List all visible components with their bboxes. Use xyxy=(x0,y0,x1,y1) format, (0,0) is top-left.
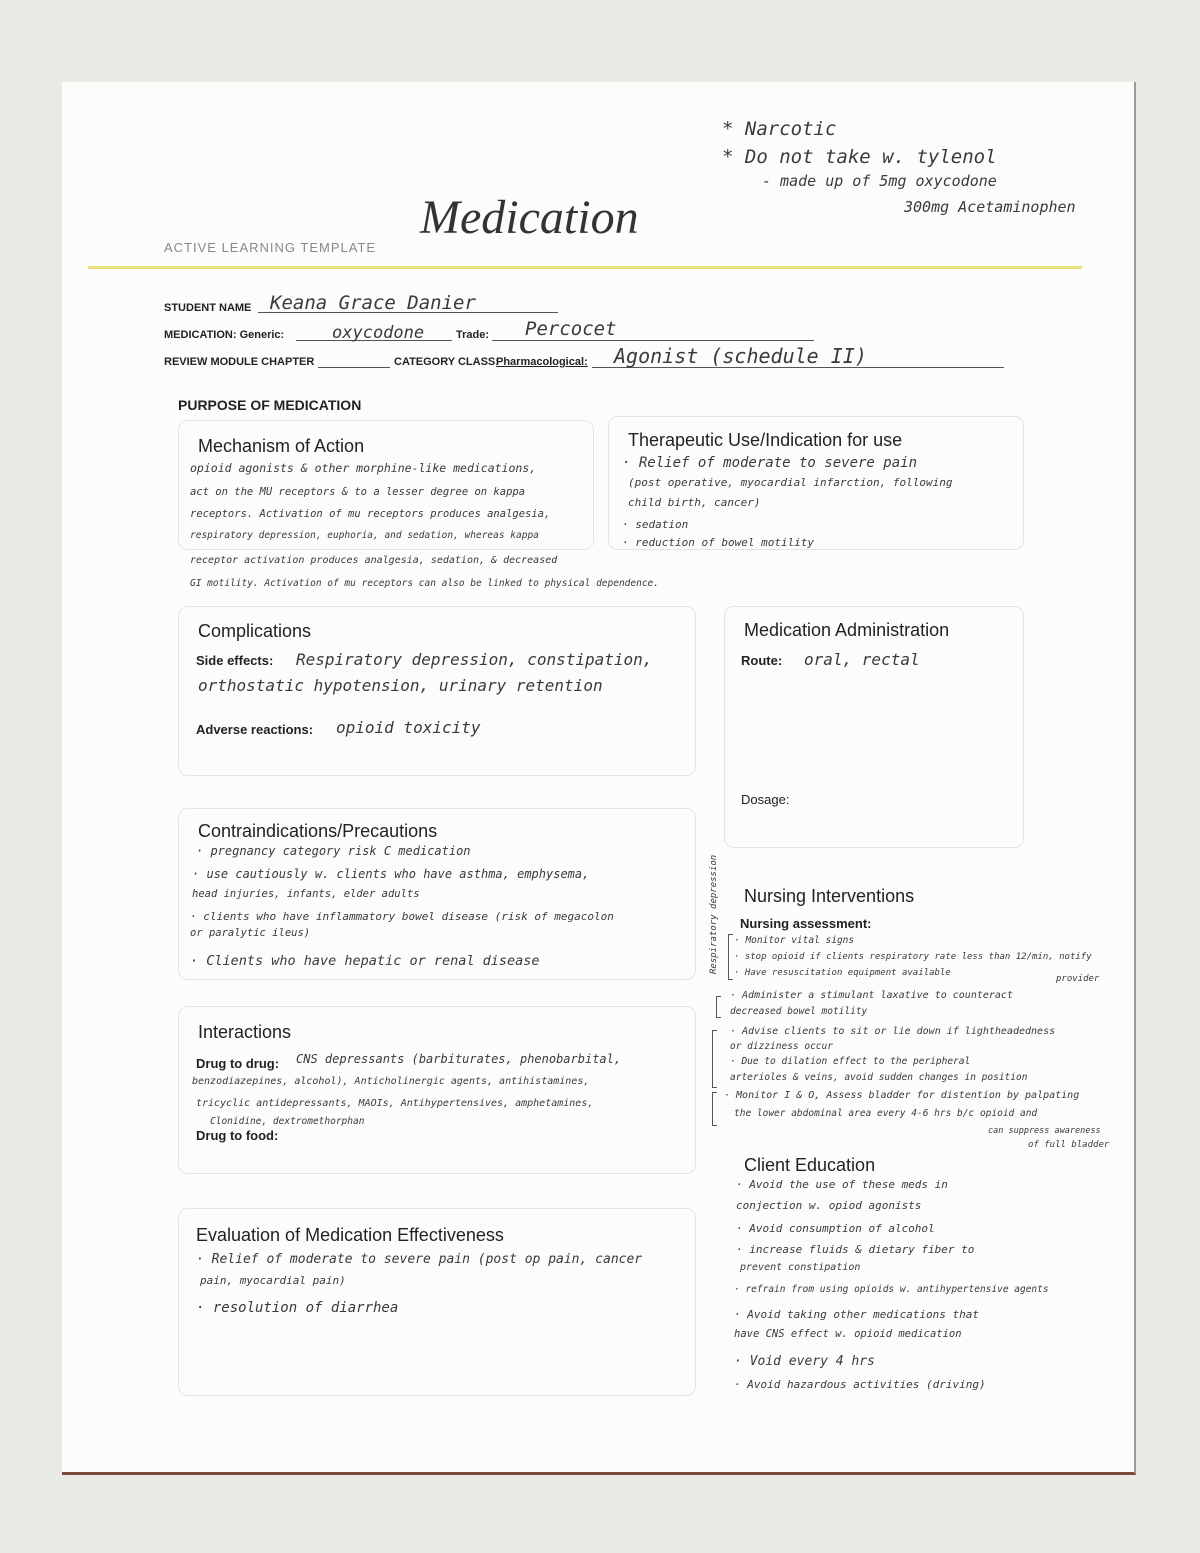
mechanism-line: respiratory depression, euphoria, and sedation, whereas kappa xyxy=(190,530,539,541)
dosage-label: Dosage: xyxy=(741,792,790,807)
nursing-line: · Monitor vital signs xyxy=(734,935,855,946)
nursing-line: can suppress awareness xyxy=(988,1126,1101,1136)
bracket xyxy=(716,996,721,1018)
education-line: · Avoid hazardous activities (driving) xyxy=(734,1378,986,1391)
purpose-heading: PURPOSE OF MEDICATION xyxy=(178,397,362,413)
chapter-line xyxy=(318,367,390,368)
drug-interaction-line: CNS depressants (barbiturates, phenobarbital, xyxy=(296,1052,622,1066)
contraindication-line: · use cautiously w. clients who have asthma, emphysema, xyxy=(192,867,590,881)
side-effects-line: Respiratory depression, constipation, xyxy=(296,650,653,669)
category-type: Pharmacological: xyxy=(496,356,588,368)
mechanism-line: act on the MU receptors & to a lesser degree on kappa xyxy=(190,486,526,498)
category-value: Agonist (schedule II) xyxy=(614,344,867,368)
nursing-line: · Due to dilation effect to the peripheral xyxy=(730,1056,971,1067)
drug-interaction-line: tricyclic antidepressants, MAOIs, Antihypertensives, amphetamines, xyxy=(196,1098,594,1109)
education-line: have CNS effect w. opioid medication xyxy=(734,1328,962,1340)
nursing-line: the lower abdominal area every 4-6 hrs b/c opioid and xyxy=(734,1108,1038,1119)
note-narcotic: * Narcotic xyxy=(722,118,837,140)
therapeutic-line: (post operative, myocardial infarction, following xyxy=(628,476,953,489)
nursing-line: · Advise clients to sit or lie down if lightheadedness xyxy=(730,1026,1056,1037)
student-name-label: STUDENT NAME xyxy=(164,302,252,314)
education-line: · Void every 4 hrs xyxy=(734,1354,875,1369)
adverse-reactions-value: opioid toxicity xyxy=(336,718,481,737)
education-heading: Client Education xyxy=(744,1155,876,1175)
respiratory-side-tag: Respiratory depression xyxy=(709,854,719,974)
nursing-line: decreased bowel motility xyxy=(730,1006,868,1017)
drug-to-food-label: Drug to food: xyxy=(196,1128,279,1143)
note-tylenol: * Do not take w. tylenol xyxy=(722,146,997,168)
administration-heading: Medication Administration xyxy=(744,620,950,640)
trade-label: Trade: xyxy=(456,329,490,341)
therapeutic-line: child birth, cancer) xyxy=(628,496,761,509)
nursing-line: · Monitor I & O, Assess bladder for distention by palpating xyxy=(724,1090,1080,1101)
drug-interaction-line: benzodiazepines, alcohol), Anticholinergic agents, antihistamines, xyxy=(192,1076,590,1087)
template-label: ACTIVE LEARNING TEMPLATE xyxy=(164,240,377,255)
side-effects-label: Side effects: xyxy=(196,653,274,668)
education-line: · refrain from using opioids w. antihypertensive agents xyxy=(734,1284,1049,1295)
nursing-line: · stop opioid if clients respiratory rate less than 12/min, notify xyxy=(734,952,1092,962)
student-name-value: Keana Grace Danier xyxy=(270,292,476,314)
mechanism-line: receptor activation produces analgesia, sedation, & decreased xyxy=(190,555,558,566)
evaluation-line: · Relief of moderate to severe pain (post op pain, cancer xyxy=(196,1252,643,1267)
mechanism-line: GI motility. Activation of mu receptors can also be linked to physical dependence. xyxy=(190,578,659,589)
mechanism-heading: Mechanism of Action xyxy=(198,436,365,456)
trade-value: Percocet xyxy=(525,318,617,340)
contraindications-heading: Contraindications/Precautions xyxy=(198,821,438,841)
education-line: · increase fluids & dietary fiber to xyxy=(736,1243,975,1256)
nursing-line: arterioles & veins, avoid sudden changes in position xyxy=(730,1072,1028,1083)
nursing-line: · Have resuscitation equipment available xyxy=(734,968,951,978)
nursing-line: · Administer a stimulant laxative to counteract xyxy=(730,990,1013,1001)
contraindication-line: or paralytic ileus) xyxy=(190,927,311,939)
nursing-line: or dizziness occur xyxy=(730,1041,833,1052)
administration-box xyxy=(724,606,1024,848)
chapter-label: REVIEW MODULE CHAPTER xyxy=(164,356,315,368)
education-line: · Avoid taking other medications that xyxy=(734,1308,980,1321)
bracket xyxy=(728,934,733,980)
education-line: · Avoid the use of these meds in xyxy=(736,1178,948,1191)
therapeutic-heading: Therapeutic Use/Indication for use xyxy=(628,430,903,450)
note-acetaminophen: 300mg Acetaminophen xyxy=(904,198,1076,216)
mechanism-line: receptors. Activation of mu receptors produces analgesia, xyxy=(190,508,551,520)
nursing-assessment-label: Nursing assessment: xyxy=(740,916,872,931)
side-effects-line: orthostatic hypotension, urinary retention xyxy=(198,676,603,695)
generic-label: MEDICATION: Generic: xyxy=(164,329,285,341)
contraindication-line: head injuries, infants, elder adults xyxy=(192,888,420,900)
drug-interaction-line: Clonidine, dextromethorphan xyxy=(210,1116,365,1127)
route-label: Route: xyxy=(741,653,783,668)
therapeutic-line: · reduction of bowel motility xyxy=(622,536,815,549)
category-label: CATEGORY CLASS: xyxy=(394,356,499,368)
note-made-up: - made up of 5mg oxycodone xyxy=(762,172,997,190)
bracket xyxy=(712,1030,717,1088)
generic-value: oxycodone xyxy=(332,323,425,343)
contraindication-line: · clients who have inflammatory bowel disease (risk of megacolon xyxy=(190,910,614,923)
contraindication-line: · pregnancy category risk C medication xyxy=(196,844,471,858)
complications-heading: Complications xyxy=(198,621,312,641)
evaluation-heading: Evaluation of Medication Effectiveness xyxy=(196,1225,504,1245)
nursing-line: of full bladder xyxy=(1028,1140,1110,1150)
page-title: Medication xyxy=(420,191,639,244)
bracket xyxy=(712,1092,717,1126)
header-divider xyxy=(88,266,1082,269)
education-line: conjection w. opiod agonists xyxy=(736,1199,922,1212)
evaluation-line: pain, myocardial pain) xyxy=(200,1274,346,1287)
adverse-reactions-label: Adverse reactions: xyxy=(196,722,314,737)
route-value: oral, rectal xyxy=(804,650,920,669)
therapeutic-line: · sedation xyxy=(622,518,689,531)
mechanism-line: opioid agonists & other morphine-like medications, xyxy=(190,461,537,475)
education-line: prevent constipation xyxy=(740,1262,861,1273)
education-line: · Avoid consumption of alcohol xyxy=(736,1222,935,1235)
therapeutic-line: · Relief of moderate to severe pain xyxy=(622,455,918,471)
interactions-heading: Interactions xyxy=(198,1022,292,1042)
nursing-line: provider xyxy=(1056,974,1100,984)
trade-line xyxy=(492,340,814,341)
evaluation-line: · resolution of diarrhea xyxy=(196,1300,399,1316)
drug-to-drug-label: Drug to drug: xyxy=(196,1056,280,1071)
contraindication-line: · Clients who have hepatic or renal disease xyxy=(190,953,540,969)
nursing-heading: Nursing Interventions xyxy=(744,886,915,906)
